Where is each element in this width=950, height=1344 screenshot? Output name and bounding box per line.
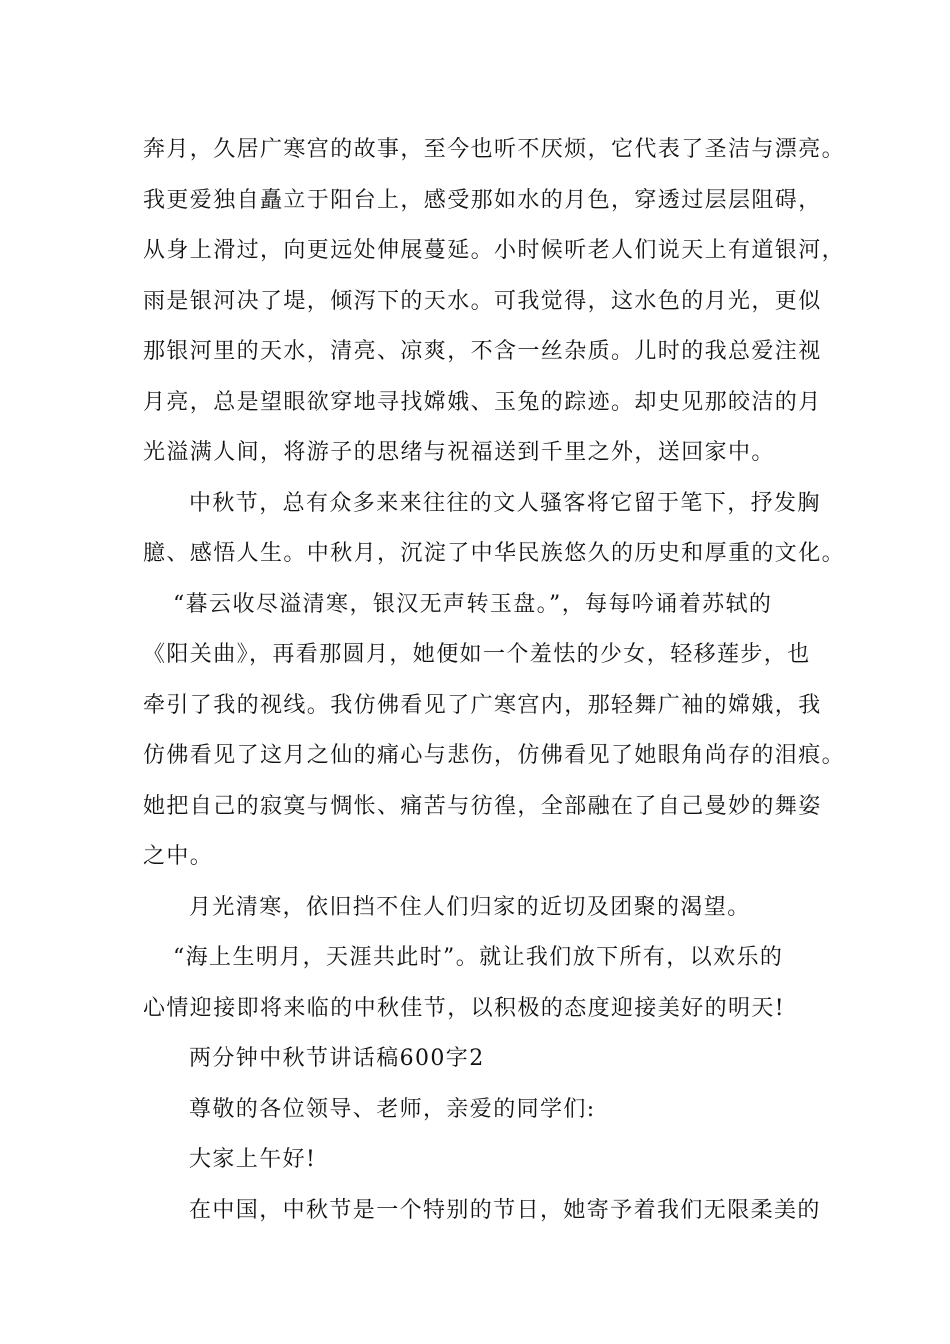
text-line: 在中国，中秋节是一个特别的节日，她寄予着我们无限柔美的 bbox=[189, 1197, 821, 1223]
text-line: 之中。 bbox=[143, 844, 214, 869]
text-line: 从身上滑过，向更远处伸展蔓延。小时候听老人们说天上有道银河， bbox=[143, 238, 846, 263]
text-line: 月光清寒，依旧挡不住人们归家的近切及团聚的渴望。 bbox=[189, 894, 751, 920]
greeting-line: 大家上午好! bbox=[189, 1147, 317, 1172]
text-line: “海上生明月，天涯共此时”。就让我们放下所有，以欢乐的 bbox=[173, 945, 784, 970]
text-line: 牵引了我的视线。我仿佛看见了广寒宫内，那轻舞广袖的嫦娥，我 bbox=[143, 692, 822, 718]
text-line: 那银河里的天水，清亮、凉爽，不含一丝杂质。儿时的我总爱注视 bbox=[143, 339, 822, 364]
text-line: 雨是银河决了堤，倾泻下的天水。可我觉得，这水色的月光，更似 bbox=[143, 288, 822, 314]
text-line: 心情迎接即将来临的中秋佳节，以积极的态度迎接美好的明天! bbox=[143, 995, 786, 1021]
section-heading: 两分钟中秋节讲话稿600字2 bbox=[189, 1046, 485, 1071]
text-line: 中秋节，总有众多来来往往的文人骚客将它留于笔下，抒发胸 bbox=[189, 490, 821, 516]
document-body bbox=[143, 130, 846, 1241]
text-line: 我更爱独自矗立于阳台上，感受那如水的月色，穿透过层层阻碍， bbox=[143, 187, 822, 213]
text-line: “暮云收尽溢清寒，银汉无声转玉盘。”，每每吟诵着苏轼的 bbox=[173, 591, 773, 617]
text-line: 臆、感悟人生。中秋月，沉淀了中华民族悠久的历史和厚重的文化。 bbox=[143, 541, 846, 566]
text-line: 《阳关曲》，再看那圆月，她便如一个羞怯的少女，轻移莲步，也 bbox=[143, 642, 811, 667]
text-line: 仿佛看见了这月之仙的痛心与悲伤，仿佛看见了她眼角尚存的泪痕。 bbox=[143, 743, 846, 768]
text-line: 奔月，久居广寒宫的故事，至今也听不厌烦，它代表了圣洁与漂亮。 bbox=[143, 137, 846, 162]
text-line: 光溢满人间，将游子的思绪与祝福送到千里之外，送回家中。 bbox=[143, 440, 775, 465]
salutation-line: 尊敬的各位领导、老师，亲爱的同学们: bbox=[189, 1096, 596, 1122]
text-line: 她把自己的寂寞与惆怅、痛苦与彷徨，全部融在了自己曼妙的舞姿 bbox=[143, 793, 822, 819]
text-line: 月亮，总是望眼欲穿地寻找嫦娥、玉兔的踪迹。却史见那皎洁的月 bbox=[143, 389, 822, 415]
